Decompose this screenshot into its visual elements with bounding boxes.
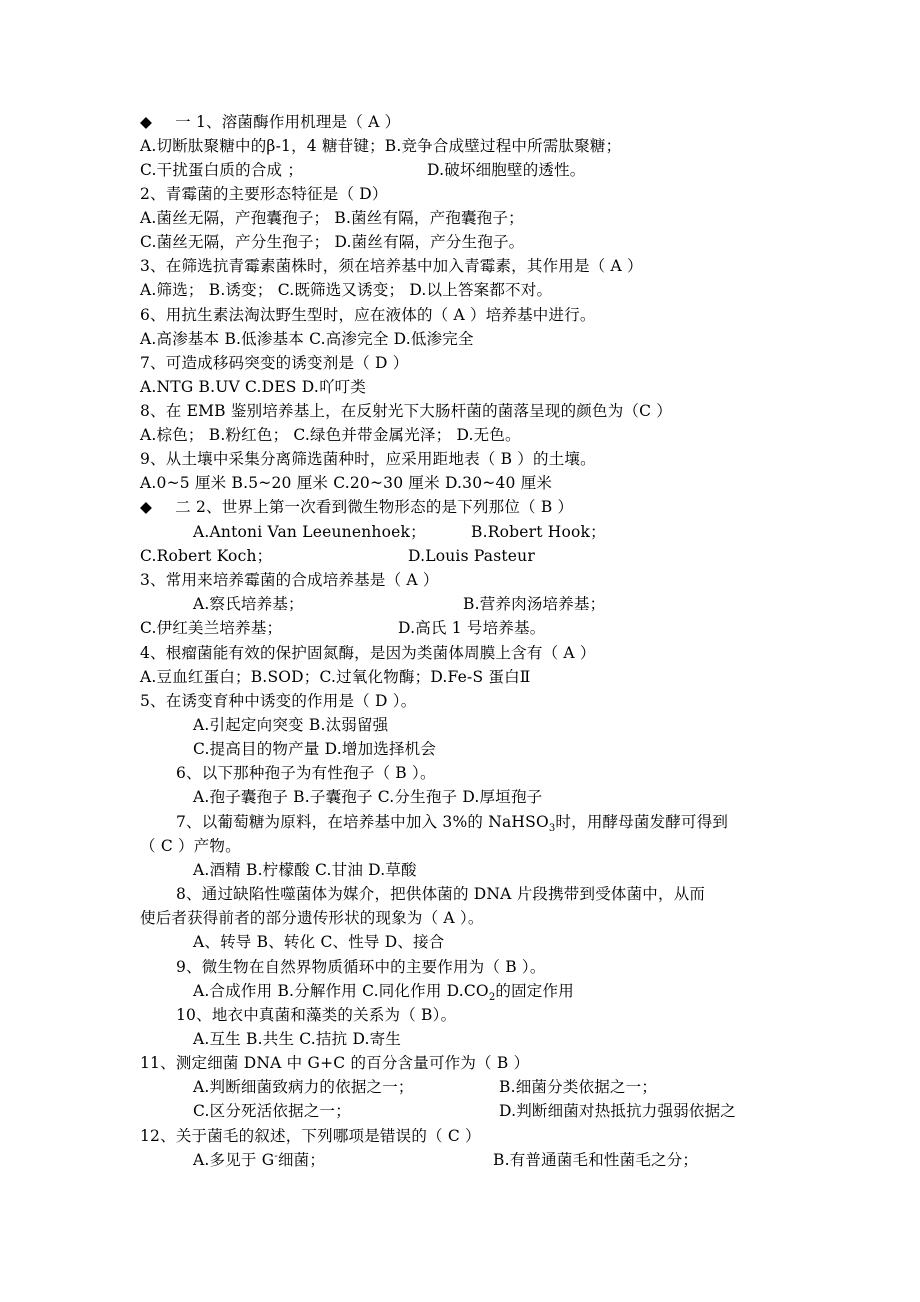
question-7: 7、可造成移码突变的诱变剂是（ D ） [140,354,409,372]
question-1-options-cd: C.干扰蛋白质的合成 ； D.破坏细胞壁的透性。 [140,161,586,179]
section-two-q11-options-cd: C.区分死活依据之一； D.判断细菌对热抵抗力强弱依据之 [193,1102,737,1120]
question-1-options-ab: A.切断肽聚糖中的β-1，4 糖苷键；B.竞争合成壁过程中所需肽聚糖； [140,137,622,155]
section-two-q6-options: A.孢子囊孢子 B.子囊孢子 C.分生孢子 D.厚垣孢子 [193,788,543,806]
section-two-question-12: 12、关于菌毛的叙述，下列哪项是错误的（ C ） [140,1127,481,1145]
section-two-question-10: 10、地衣中真菌和藻类的关系为（ B）。 [176,1006,457,1024]
question-8: 8、在 EMB 鉴别培养基上，在反射光下大肠杆菌的菌落呈现的颜色为（C ） [140,402,672,420]
question-6-options: A.高渗基本 B.低渗基本 C.高渗完全 D.低渗完全 [140,330,474,348]
section-two-q10-options: A.互生 B.共生 C.拮抗 D.寄生 [193,1030,402,1048]
question-2: 2、青霉菌的主要形态特征是（ D） [140,185,388,203]
section-two-question-5: 5、在诱变育种中诱变的作用是（ D ）。 [140,692,417,710]
section-two-q9-options: A.合成作用 B.分解作用 C.同化作用 $D.CO_2$的固定作用 [193,982,574,1004]
section-two-q7-options: A.酒精 B.柠檬酸 C.甘油 D.草酸 [193,861,417,879]
question-2-options-cd: C.菌丝无隔，产分生孢子； D.菌丝有隔，产分生孢子。 [140,233,525,251]
question-3: 3、在筛选抗青霉素菌株时，须在培养基中加入青霉素，其作用是（ A ） [140,257,643,275]
question-8-options: A.棕色； B.粉红色； C.绿色并带金属光泽； D.无色。 [140,426,521,444]
section-two-q8-options: A、转导 B、转化 C、性导 D、接合 [193,933,445,951]
question-9: 9、从土壤中采集分离筛选菌种时，应采用距地表（ B ）的土壤。 [140,450,596,468]
section-two-q3-options-cd: C.伊红美兰培养基； D.高氏 1 号培养基。 [140,619,546,637]
section-two-q5-options-ab: A.引起定向突变 B.汰弱留强 [193,716,389,734]
section-two-question-7: 7、以葡萄糖为原料，在培养基中加入 3%的 NaHSO$_3$时，用酵母菌发酵可得到 [176,813,729,835]
section-two-q3-options-ab: A.察氏培养基； B.营养肉汤培养基； [193,595,606,613]
section-two-q2-options-cd: C.Robert Koch； D.Louis Pasteur [140,547,535,565]
diamond-bullet-icon: ◆ [140,113,153,131]
question-3-options: A.筛选； B.诱变； C.既筛选又诱变； D.以上答案都不对。 [140,281,553,299]
section-two-question-6: 6、以下那种孢子为有性孢子（ B ）。 [176,764,436,782]
section-two-q11-options-ab: A.判断细菌致病力的依据之一； B.细菌分类依据之一； [193,1078,658,1096]
diamond-bullet-icon: ◆ [140,498,153,516]
question-7-options: A.NTG B.UV C.DES D.吖叮类 [140,378,367,396]
section-two-question-8-cont: 使后者获得前者的部分遗传形状的现象为（ A ）。 [140,909,484,927]
section-two-question-11: 11、测定细菌 DNA 中 G+C 的百分含量可作为（ B ） [140,1054,530,1072]
section-two-question-3: 3、常用来培养霉菌的合成培养基是（ A ） [140,571,439,589]
section-two-q4-options: A.豆血红蛋白；B.SOD；C.过氧化物酶；D.Fe-S 蛋白Ⅱ [140,668,531,686]
section-two-q12-options-ab: A.多见于 G-细菌； B.有普通菌毛和性菌毛之分； [193,1150,699,1169]
question-2-options-ab: A.菌丝无隔，产孢囊孢子； B.菌丝有隔，产孢囊孢子； [140,209,524,227]
section-two-question-7-cont: （ C ）产物。 [140,837,241,855]
section-two-q2-options-ab: A.Antoni Van Leeunenhoek； B.Robert Hook； [193,523,606,541]
section-two-question-8: 8、通过缺陷性噬菌体为媒介，把供体菌的 DNA 片段携带到受体菌中，从而 [176,885,706,903]
section-two-question-9: 9、微生物在自然界物质循环中的主要作用为（ B ）。 [176,958,546,976]
section-two-question-2: ◆ 二 2、世界上第一次看到微生物形态的是下列那位（ B ） [140,498,574,516]
section-one-question-1: ◆ 一 1、溶菌酶作用机理是（ A ） [140,113,401,131]
question-6: 6、用抗生素法淘汰野生型时，应在液体的（ A ）培养基中进行。 [140,306,596,324]
section-two-q5-options-cd: C.提高目的物产量 D.增加选择机会 [193,740,437,758]
section-two-question-4: 4、根瘤菌能有效的保护固氮酶，是因为类菌体周膜上含有（ A ） [140,644,596,662]
question-9-options: A.0~5 厘米 B.5~20 厘米 C.20~30 厘米 D.30~40 厘米 [140,474,553,492]
